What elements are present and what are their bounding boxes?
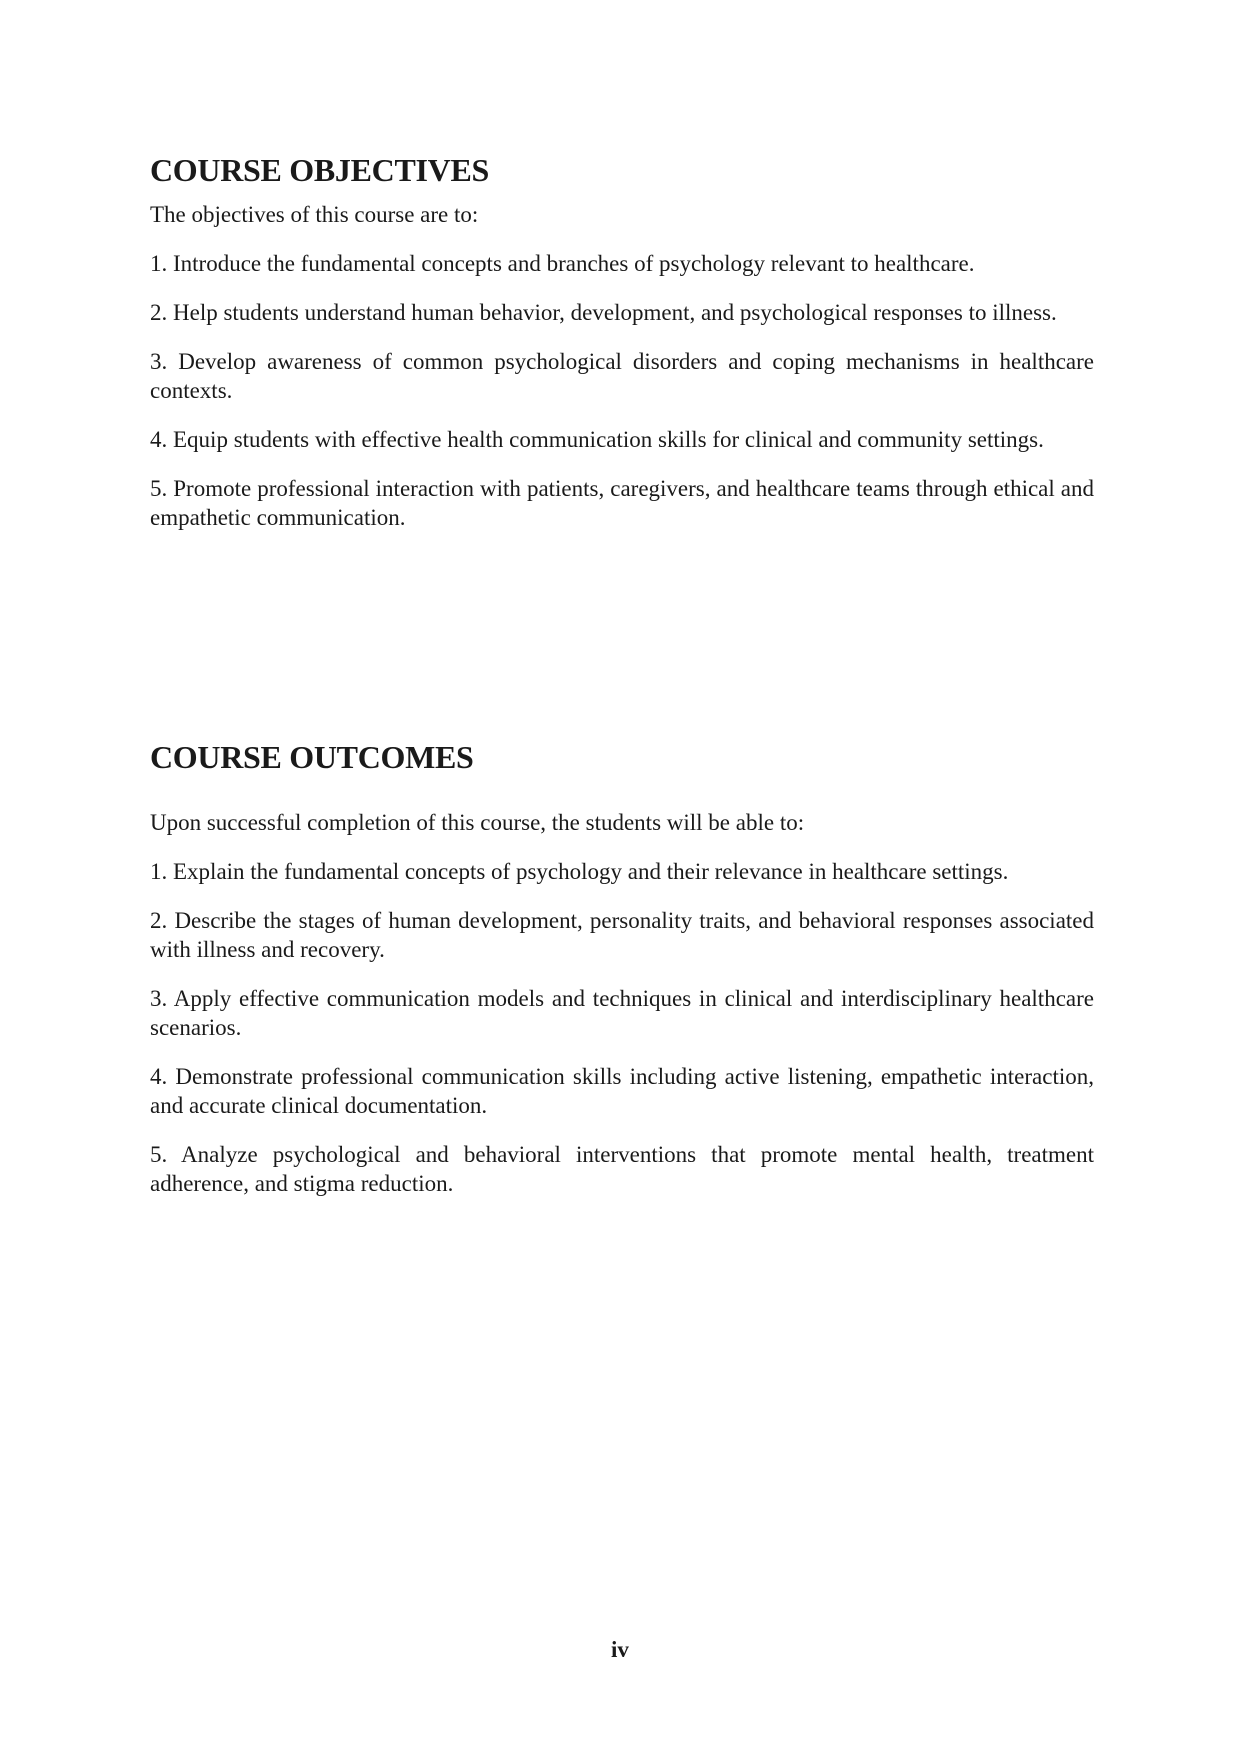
outcome-item: 4. Demonstrate professional communication skills including active listening, empathetic interaction, and accurate clinical documentation. <box>150 1064 1094 1118</box>
objective-item: 4. Equip students with effective health communication skills for clinical and community settings. <box>150 427 1044 452</box>
outcome-item: 2. Describe the stages of human development, personality traits, and behavioral responses associated with illness and recovery. <box>150 908 1094 962</box>
course-outcomes-section <box>150 737 1094 1218</box>
objectives-intro: The objectives of this course are to: <box>150 202 479 227</box>
outcomes-intro: Upon successful completion of this course, the students will be able to: <box>150 810 805 835</box>
outcome-item: 3. Apply effective communication models and techniques in clinical and interdisciplinary healthcare scenarios. <box>150 986 1094 1040</box>
course-outcomes-heading: COURSE OUTCOMES <box>150 739 474 775</box>
outcome-item: 5. Analyze psychological and behavioral interventions that promote mental health, treatment adherence, and stigma reduction. <box>150 1142 1094 1196</box>
outcome-item: 1. Explain the fundamental concepts of psychology and their relevance in healthcare settings. <box>150 859 1009 884</box>
objective-item: 2. Help students understand human behavior, development, and psychological responses to illness. <box>150 300 1057 325</box>
page-number: iv <box>611 1637 629 1662</box>
course-objectives-heading: COURSE OBJECTIVES <box>150 152 489 188</box>
objective-item: 3. Develop awareness of common psychological disorders and coping mechanisms in healthcare contexts. <box>150 349 1094 403</box>
objective-item: 5. Promote professional interaction with patients, caregivers, and healthcare teams through ethical and empathetic communication. <box>150 476 1094 530</box>
objective-item: 1. Introduce the fundamental concepts and branches of psychology relevant to healthcare. <box>150 251 975 276</box>
course-objectives-section <box>150 150 1094 552</box>
